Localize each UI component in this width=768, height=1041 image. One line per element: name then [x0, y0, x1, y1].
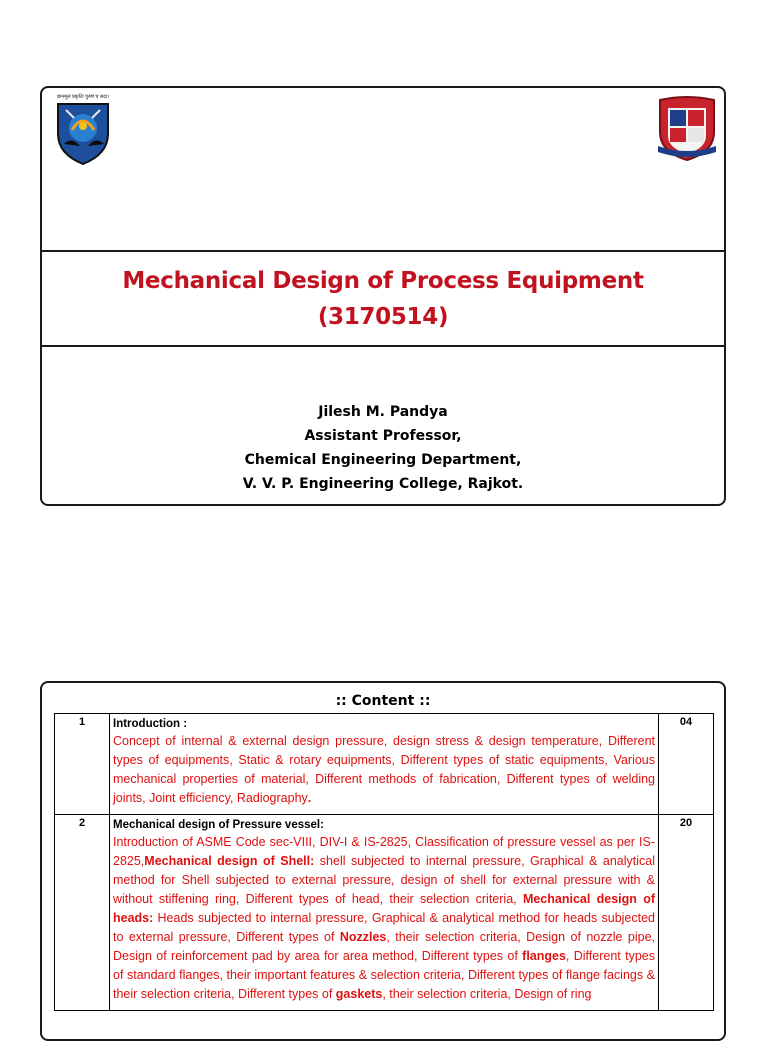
syllabus-table: [54, 713, 714, 1011]
syllabus-row: [55, 714, 714, 815]
emblem-motto: ज्ञानमूलं प्रकृतिः पुरुषं च सदा।: [56, 94, 110, 100]
unit-topic-bold: Mechanical design of heads:: [113, 892, 656, 925]
unit-topic-bold: flanges: [522, 949, 566, 963]
unit-hours: 20: [659, 815, 714, 1011]
unit-topic-bold: Nozzles: [339, 930, 387, 944]
content-slide: [40, 681, 726, 1041]
college-crest-logo: [656, 96, 718, 162]
title-slide: [40, 86, 726, 506]
unit-content: [110, 815, 659, 1011]
syllabus-row: [55, 815, 714, 1011]
content-heading: :: Content ::: [335, 693, 431, 709]
unit-heading: Introduction :: [113, 718, 188, 730]
title-band: [42, 250, 724, 347]
unit-content: [110, 714, 659, 815]
course-code: (3170514): [317, 303, 449, 330]
unit-text: , Different types of standard flanges, their important features & selection criteria, Different types of flange facings & their selection criteria, Different types of: [113, 949, 655, 1001]
emblem-shield-icon: [52, 100, 114, 166]
course-title: Mechanical Design of Process Equipment: [122, 267, 644, 294]
unit-topic-bold: Mechanical design of Shell:: [144, 854, 315, 868]
unit-topic-bold: gaskets: [335, 987, 383, 1001]
university-emblem-logo: [52, 94, 114, 168]
unit-heading: Mechanical design of Pressure vessel:: [113, 819, 324, 831]
author-college: V. V. P. Engineering College, Rajkot.: [242, 476, 524, 492]
unit-description: [113, 833, 655, 1004]
unit-text: , their selection criteria, Design of nozzle pipe, Design of reinforcement pad by area for area method, Different types of: [113, 930, 655, 963]
author-department: Chemical Engineering Department,: [244, 452, 522, 468]
unit-hours: 04: [659, 714, 714, 815]
unit-text: Concept of internal & external design pressure, design stress & design temperature, Different types of equipments, Static & rotary equipments, Different types of static equipments, Various mechanical properties of material, Different methods of fabrication, Different types of welding joints, Joint efficiency, Radiography: [113, 734, 655, 805]
author-name: Jilesh M. Pandya: [318, 404, 448, 420]
unit-description: [113, 732, 655, 808]
unit-number: 2: [55, 815, 110, 1011]
crest-shield-icon: [656, 96, 718, 162]
unit-text: Heads subjected to internal pressure, Graphical & analytical method for heads subjected to external pressure, Different types of: [113, 911, 655, 944]
author-designation: Assistant Professor,: [304, 428, 462, 444]
unit-text: , their selection criteria, Design of ring: [382, 987, 592, 1001]
unit-number: 1: [55, 714, 110, 815]
unit-text: shell subjected to internal pressure, Graphical & analytical method for Shell subjected to external pressure, design of shell for external pressure with & without stiffening ring, Different types of head, their selection criteria,: [113, 854, 655, 906]
unit-text: Introduction of ASME Code sec-VIII, DIV-I & IS-2825, Classification of pressure vessel as per IS-2825,: [113, 835, 655, 868]
author-block: [42, 400, 724, 496]
unit-topic-bold: .: [307, 791, 312, 805]
